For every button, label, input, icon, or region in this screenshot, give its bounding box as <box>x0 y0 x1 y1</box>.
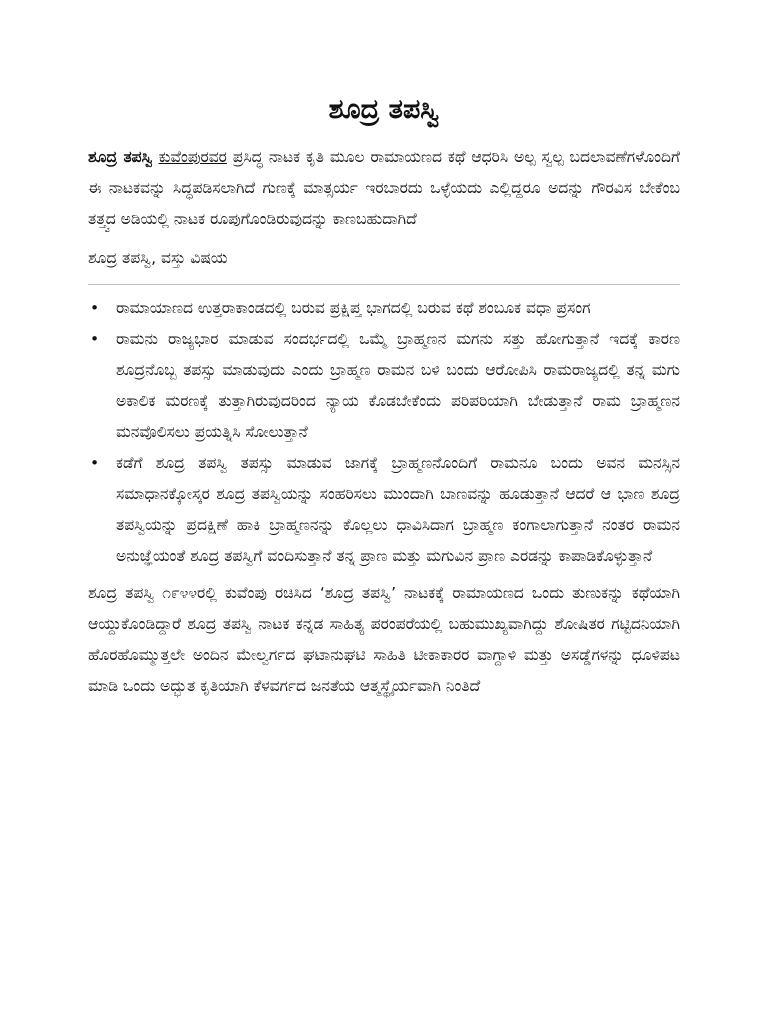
conclusion-paragraph: ಶೂದ್ರ ತಪಸ್ವಿ ೧೯೪೪ರಲ್ಲಿ ಕುವೆಂಪು ರಚಿಸಿದ ‘ಶೂದ್ರ ತಪಸ್ವಿ’ ನಾಟಕಕ್ಕೆ ರಾಮಾಯಣದ ಒಂದು ತುಣುಕನ್ನು ಕಥೆಯಾಗಿ ಆಯ್ದುಕೊಂಡಿದ್ದಾರೆ ಶೂದ್ರ ತಪಸ್ವಿ ನಾಟಕ ಕನ್ನಡ ಸಾಹಿತ್ಯ ಪರಂಪರೆಯಲ್ಲಿ ಬಹುಮುಖ್ಯವಾಗಿದ್ದು ಶೋಷಿತರ ಗಟ್ಟಿದನಿಯಾಗಿ ಹೊರಹೊಮ್ಮುತ್ತಲೇ ಅಂದಿನ ಮೇಲ್ವರ್ಗದ ಘಟಾನುಘಟಿ ಸಾಹಿತಿ ಟೀಕಾಕಾರರ ವಾಗ್ದಾಳಿ ಮತ್ತು ಅಸಡ್ಡೆಗಳನ್ನು ಧೂಳಿಪಟ ಮಾಡಿ ಒಂದು ಅದ್ಭುತ ಕೃತಿಯಾಗಿ ಕೆಳವರ್ಗದ ಜನತೆಯ ಆತ್ಮಸ್ಥೈರ್ಯವಾಗಿ ನಿಂತಿದೆ <box>88 584 680 695</box>
intro-lead: ಶೂದ್ರ ತಪಸ್ವಿ <box>88 148 153 166</box>
intro-text: ಪ್ರಸಿದ್ಧ ನಾಟಕ ಕೃತಿ ಮೂಲ ರಾಮಾಯಣದ ಕಥೆ ಆಧರಿಸಿ ಅಲ್ಪ ಸ್ವಲ್ಪ ಬದಲಾವಣೆಗಳೊಂದಿಗೆ ಈ ನಾಟಕವನ್ನು ಸಿದ್ಧಪಡಿಸಲಾಗಿದೆ ಗುಣಕ್ಕೆ ಮಾತ್ಸರ್ಯ ಇರಬಾರದು ಒಳ್ಳೆಯದು ಎಲ್ಲಿದ್ದರೂ ಅದನ್ನು ಗೌರವಿಸ ಬೇಕೆಂಬ ತತ್ತ್ವದ ಅಡಿಯಲ್ಲಿ ನಾಟಕ ರೂಪುಗೊಂಡಿರುವುದನ್ನು ಕಾಣಬಹುದಾಗಿದೆ <box>88 148 681 228</box>
list-item <box>88 324 680 448</box>
bullet-icon: • <box>90 330 100 348</box>
list-item-text: ರಾಮನು ರಾಜ್ಯಭಾರ ಮಾಡುವ ಸಂದರ್ಭದಲ್ಲಿ ಒಮ್ಮೆ ಬ್ರಾಹ್ಮಣನ ಮಗನು ಸತ್ತು ಹೋಗುತ್ತಾನೆ ಇದಕ್ಕೆ ಕಾರಣ ಶೂದ್ರನೊಬ್ಬ ತಪಸ್ಸು ಮಾಡುವುದು ಎಂದು ಬ್ರಾಹ್ಮಣ ರಾಮನ ಬಳಿ ಬಂದು ಆರೋಪಿಸಿ ರಾಮರಾಜ್ಯದಲ್ಲಿ ತನ್ನ ಮಗು ಅಕಾಲಿಕ ಮರಣಕ್ಕೆ ತುತ್ತಾಗಿರುವುದರಿಂದ ನ್ಯಾಯ ಕೊಡಬೇಕೆಂದು ಪರಿಪರಿಯಾಗಿ ಬೇಡುತ್ತಾನೆ ರಾಮ ಬ್ರಾಹ್ಮಣನ ಮನವೊಲಿಸಲು ಪ್ರಯತ್ನಿಸಿ ಸೋಲುತ್ತಾನೆ <box>116 330 680 441</box>
section-heading: ಶೂದ್ರ ತಪಸ್ವಿ, ವಸ್ತು ವಿಷಯ <box>88 249 228 267</box>
bullet-icon: • <box>90 299 100 317</box>
horizontal-divider <box>88 284 680 285</box>
intro-paragraph <box>88 142 680 235</box>
list-item-text: ಕಡೆಗೆ ಶೂದ್ರ ತಪಸ್ವಿ ತಪಸ್ಸು ಮಾಡುವ ಜಾಗಕ್ಕೆ ಬ್ರಾಹ್ಮಣನೊಂದಿಗೆ ರಾಮನೂ ಬಂದು ಅವನ ಮನಸ್ಸಿನ ಸಮಾಧಾನಕ್ಕೋಸ್ಕರ ಶೂದ್ರ ತಪಸ್ವಿಯನ್ನು ಸಂಹರಿಸಲು ಮುಂದಾಗಿ ಬಾಣವನ್ನು ಹೂಡುತ್ತಾನೆ ಆದರೆ ಆ ಭಾಣ ಶೂದ್ರ ತಪಸ್ವಿಯನ್ನು ಪ್ರದಕ್ಷಿಣೆ ಹಾಕಿ ಬ್ರಾಹ್ಮಣನನ್ನು ಕೊಲ್ಲಲು ಧಾವಿಸಿದಾಗ ಬ್ರಾಹ್ಮಣ ಕಂಗಾಲಾಗುತ್ತಾನೆ ನಂತರ ರಾಮನ ಅನುಜ್ಞೆಯಂತೆ ಶೂದ್ರ ತಪಸ್ವಿಗೆ ವಂದಿಸುತ್ತಾನೆ ತನ್ನ ಪ್ರಾಣ ಮತ್ತು ಮಗುವಿನ ಪ್ರಾಣ ಎರಡನ್ನು ಕಾಪಾಡಿಕೊಳ್ಳುತ್ತಾನೆ <box>116 454 680 565</box>
list-item-text: ರಾಮಾಯಾಣದ ಉತ್ತರಾಕಾಂಡದಲ್ಲಿ ಬರುವ ಪ್ರಕ್ಷಿಪ್ತ ಭಾಗದಲ್ಲಿ ಬರುವ ಕಥೆ ಶಂಬೂಕ ವಧಾ ಪ್ರಸಂಗ <box>116 299 591 317</box>
list-item <box>88 448 680 572</box>
bullet-icon: • <box>90 454 100 472</box>
plot-bullet-list <box>88 293 680 572</box>
page-title: ಶೂದ್ರ ತಪಸ್ವಿ <box>328 94 440 125</box>
author-link[interactable]: ಕುವೆಂಪುರವರ <box>158 148 227 166</box>
list-item <box>88 293 680 324</box>
